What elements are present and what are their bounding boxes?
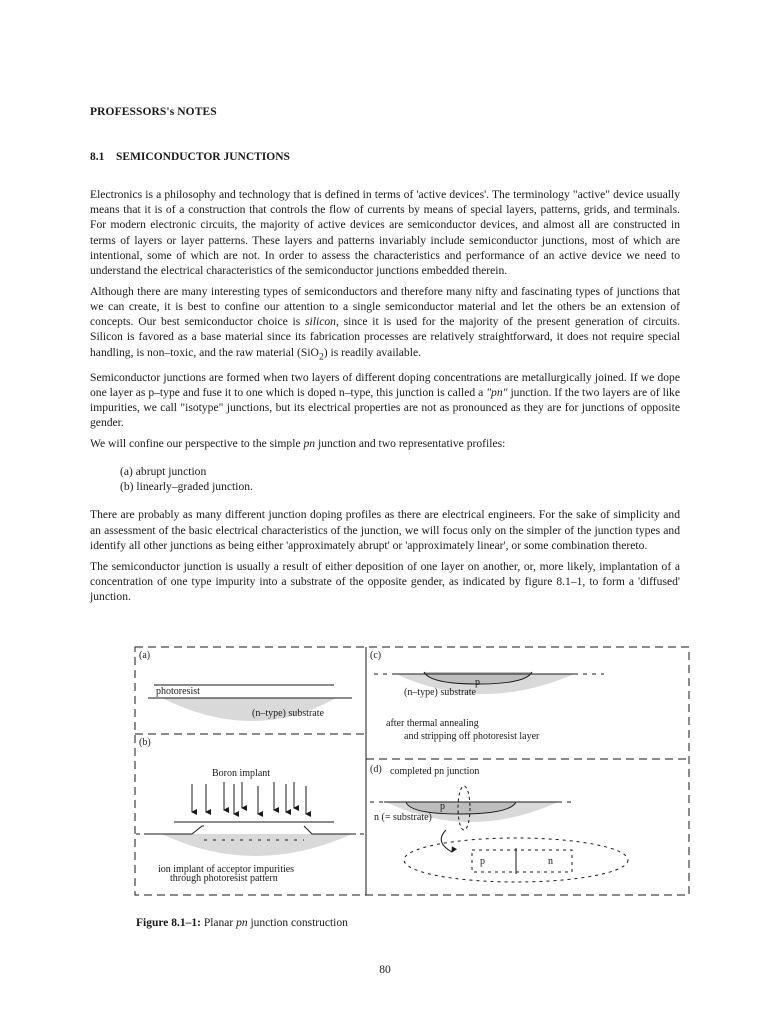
- panel-c: [370, 650, 604, 742]
- photoresist-right: [304, 826, 352, 834]
- paragraph-2: [90, 284, 680, 364]
- panel-b: [136, 737, 366, 884]
- paragraph-4: [90, 436, 680, 451]
- list-item: (b) linearly–graded junction.: [120, 480, 253, 494]
- panel-a: [139, 650, 352, 721]
- panel-a-tag: (a): [139, 650, 151, 661]
- stripping-label: and stripping off photoresist layer: [404, 731, 540, 742]
- text-run: Although there are many interesting types of semiconductors and therefore many nifty and fascinating types of junctions that we can create, it is best to confine our attention to a single semiconductor material and let the others be an extension of concepts. Our best semiconductor choice is: [90, 284, 680, 329]
- profile-list: [120, 464, 680, 494]
- completed-pn-label: completed pn junction: [390, 766, 480, 777]
- body-text: [90, 187, 680, 610]
- zoom-p-label: p: [480, 856, 485, 867]
- text-run: We will confine our perspective to the simple: [90, 436, 304, 450]
- page-header: PROFESSORS's NOTES: [90, 106, 217, 118]
- paragraph-1: Electronics is a philosophy and technology that is defined in terms of 'active devices'. The terminology "active" device usually means that it is of a construction that controls the flow of currents by means of special layers, patterns, grids, and terminals. For modern electronic circuits, the majority of active devices are semiconductor devices, and almost all are constructed in terms of layers or layer patterns. These layers and patterns invariably include semiconductor junctions, most of which are intentional, some of which are not. In order to assess the characteristics and performance of an active device we need to understand the electrical characteristics of the semiconductor junctions embedded therein.: [90, 188, 680, 278]
- panel-b-tag: (b): [139, 737, 151, 748]
- page-number: 80: [379, 964, 391, 976]
- implant-arrows: [192, 782, 306, 814]
- emphasis-pn: pn: [303, 436, 316, 450]
- section-title: SEMICONDUCTOR JUNCTIONS: [116, 151, 290, 163]
- list-item: (a) abrupt junction: [120, 465, 207, 479]
- boron-implant-label: Boron implant: [212, 768, 271, 779]
- ion-implant-label: ion implant of acceptor impurities: [158, 864, 295, 875]
- zoom-arrow: [441, 830, 452, 852]
- caption-text: junction construction: [247, 917, 348, 929]
- section-number: 8.1: [90, 151, 105, 163]
- paragraph-5: There are probably as many different junction doping profiles as there are electrical engineers. For the sake of simplicity and an assessment of the basic electrical characteristics of the junction, we will focus only on the simpler of the junction types and identify all other junctions as being either 'approximately abrupt' or 'approximately linear', or some combination thereto.: [90, 508, 680, 552]
- subscript: 2: [318, 350, 324, 362]
- figure-caption: [136, 917, 348, 929]
- caption-emphasis: pn: [236, 917, 248, 929]
- text-run: ) is readily available.: [323, 345, 421, 359]
- annealing-label: after thermal annealing: [386, 718, 479, 729]
- photoresist-left: [148, 826, 204, 834]
- caption-text: Planar: [200, 917, 237, 929]
- text-run: Semiconductor junctions are formed when two layers of different doping concentrations are metallurgically joined. If we dope one layer as p–type and fuse it to one which is doped n–type, this junction is called a: [90, 370, 680, 399]
- panel-d: [370, 764, 628, 882]
- text-run: junction. If the two layers are of like impurities, we call "isotype" junctions, but its electrical properties are not as pronounced as they are for junctions of opposite gender.: [90, 385, 680, 430]
- p-label-d: p: [440, 801, 445, 812]
- photoresist-label: photoresist: [156, 686, 200, 697]
- substrate-region-b: [162, 834, 352, 856]
- text-run: , since it is used for the majority of the present generation of circuits. Silicon is favored as a base material since its fabrication processes are relatively straightforward, it does not require special handling, is non–toxic, and the raw material (SiO: [90, 315, 681, 359]
- substrate-label-d: n (= substrate): [374, 812, 432, 823]
- caption-label: Figure 8.1–1:: [136, 917, 201, 929]
- text-run: junction and two representative profiles:: [315, 436, 506, 450]
- paragraph-3: [90, 370, 680, 431]
- panel-d-tag: (d): [370, 764, 382, 775]
- emphasis-pn: "pn": [486, 385, 508, 399]
- paragraph-6: The semiconductor junction is usually a result of either deposition of one layer on another, or, more likely, implantation of a concentration of one type impurity into a substrate of the opposite gender, as indicated by figure 8.1–1, to form a 'diffused' junction.: [90, 559, 680, 603]
- panel-c-tag: (c): [370, 650, 382, 661]
- junction-detail: [472, 850, 572, 872]
- ion-implant-label-2: through photoresist pattern: [170, 873, 278, 884]
- substrate-label-c: (n–type) substrate: [404, 687, 476, 698]
- emphasis-silicon: silicon: [305, 315, 336, 329]
- figure-8-1-1: [134, 646, 690, 898]
- substrate-label-a: (n–type) substrate: [252, 708, 324, 719]
- section-heading: [90, 151, 290, 163]
- p-label-c: p: [475, 677, 480, 688]
- zoom-n-label: n: [548, 856, 553, 867]
- figure-diagram: [134, 646, 690, 898]
